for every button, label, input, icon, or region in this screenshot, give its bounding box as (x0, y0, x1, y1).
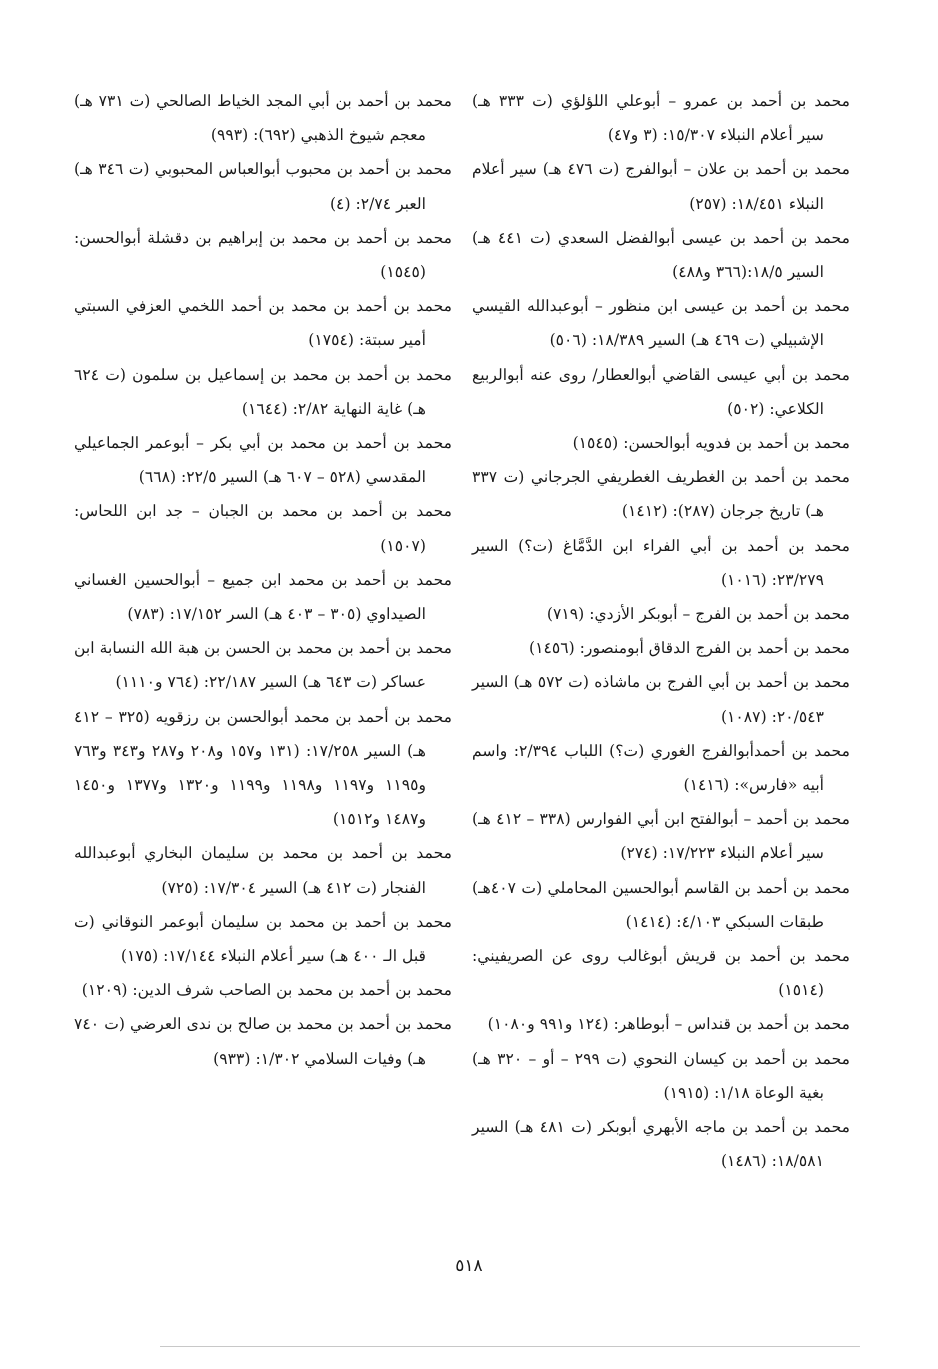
scan-edge-line (160, 1346, 860, 1347)
index-entry: محمد بن أحمد بن محمد بن الجبان – جد ابن اللحاس: (١٥٠٧) (74, 502, 452, 555)
index-entry: محمد بن أحمد بن ماجه الأبهري أبوبكر (ت ٤٨١ هـ) السير ١٨/٥٨١: (١٤٨٦) (472, 1118, 850, 1171)
index-entry: محمد بن أحمد بن الغطريف الغطريفي الجرجاني (ت ٣٣٧ هـ) تاريخ جرجان (٢٨٧): (١٤١٢) (472, 468, 850, 521)
index-entry: محمد بن أحمد بن كيسان النحوي (ت ٢٩٩ – أو – ٣٢٠ هـ) بغية الوعاة ١/١٨: (١٩١٥) (472, 1049, 850, 1102)
index-entry: محمد بن أحمد بن محمد بن إبراهيم بن دقشلة أبوالحسن: (١٥٤٥) (74, 228, 452, 282)
index-entry: محمد بن أحمد بن الفرج الدقاق أبومنصور: (١٤٥٦) (529, 639, 850, 658)
index-entry: محمد بن أحمد بن محمد بن سليمان البخاري أبوعبدالله الفنجار (ت ٤١٢ هـ) السير ١٧/٣٠٤: (٧٢٥) (74, 844, 452, 897)
index-entry: محمد بن أحمد بن محمد بن الصاحب شرف الدين: (١٢٠٩) (81, 981, 452, 1000)
index-entry: محمد بن أحمد بن أبي المجد الخياط الصالحي (ت ٧٣١ هـ) معجم شيوخ الذهبي (٦٩٢): (٩٩٣) (74, 92, 452, 145)
index-entry: محمد بن أحمد بن محمد ابن جميع – أبوالحسين الغساني الصيداوي (٣٠٥ – ٤٠٣ هـ) السر ١٧/١٥٢: (٧٨٣) (74, 570, 452, 624)
index-entry: محمد بن أحمد بن محمد بن أبي بكر – أبوعمر الجماعيلي المقدسي (٥٢٨ – ٦٠٧ هـ) السير ٢٢/٥: (٦٦٨) (74, 434, 452, 487)
index-entry: محمد بن أحمد – أبوالفتح ابن أبي الفوارس (٣٣٨ – ٤١٢ هـ) سير أعلام النبلاء ١٧/٢٢٣: (٢٧٤) (472, 810, 850, 863)
index-entry: محمد بن أحمد بن الفرج – أبوبكر الأزدي: (٧١٩) (546, 605, 850, 624)
left-column (74, 84, 452, 1076)
page-number: ٥١٨ (455, 1256, 483, 1276)
index-entry: محمد بن أحمد بن قريش أبوغالب روى عن الصريفيني: (١٥١٤) (472, 947, 850, 1000)
index-entry: محمد بن أحمد بن محمد بن صالح بن ندى العرضي (ت ٧٤٠ هـ) وفيات السلامي ١/٣٠٢: (٩٣٣) (74, 1015, 452, 1068)
index-entry: محمد بن أحمد بن فدويه أبوالحسن: (١٥٤٥) (572, 434, 850, 453)
index-entry: محمد بن أحمد بن محمد أبوالحسن بن رزقويه (٣٢٥ – ٤١٢ هـ) السير ١٧/٢٥٨: (١٣١ و١٥٧ و٢٠٨ و٢٨٧ و٣٤٣ و٧٦٣ و١١٩٥ و١١٩٧ و١١٩٨ و١١٩٩ و١٣٢٠ و١٣٧٧ و١٤٥٠ و١٤٨٧ و١٥١٢) (74, 707, 452, 829)
index-entry: محمد بن أحمد بن أبي الفراء ابن الدَّمَّاغ (ت؟) السير ٢٣/٢٧٩: (١٠١٦) (472, 536, 850, 589)
index-entry: محمد بن أحمد بن علان – أبوالفرج (ت ٤٧٦ هـ) سير أعلام النبلاء ١٨/٤٥١: (٢٥٧) (472, 160, 851, 213)
index-entry: محمد بن أحمد بن عيسى أبوالفضل السعدي (ت ٤٤١ هـ) السير ١٨/٥:(٣٦٦ و٤٨٨) (472, 228, 850, 282)
index-entry: محمد بن أحمد بن القاسم أبوالحسين المحاملي (ت ٤٠٧هـ) طبقات السبكي ٤/١٠٣: (١٤١٤) (472, 878, 850, 931)
index-entry: محمد بن أحمد بن محمد بن أحمد اللخمي العزفي السبتي أمير سبتة: (١٧٥٤) (74, 297, 452, 350)
index-entry: محمد بن أحمد بن محمد بن سليمان أبوعمر النوقاني (ت قبل الـ ٤٠٠ هـ) سير أعلام النبلاء ١٧/١٤٤: (١٧٥) (74, 912, 452, 966)
index-entry: محمد بن أحمد بن عمرو – أبوعلي اللؤلؤي (ت ٣٣٣ هـ) سير أعلام النبلاء ١٥/٣٠٧: (٣ و٤٧) (472, 92, 850, 145)
right-column (472, 84, 850, 1179)
index-entry: محمد بن أحمد بن عيسى ابن منظور – أبوعبدالله القيسي الإشبيلي (ت ٤٦٩ هـ) السير ١٨/٣٨٩: (٥٠٦) (472, 297, 850, 350)
index-entry: محمد بن أحمد بن محبوب أبوالعباس المحبوبي (ت ٣٤٦ هـ) العبر ٢/٧٤: (٤) (74, 160, 452, 213)
index-entry: محمد بن أبي عيسى القاضي أبوالعطار/ روى عنه أبوالربيع الكلاعي: (٥٠٢) (472, 365, 850, 418)
index-entry: محمد بن أحمد بن قنداس – أبوطاهر: (١٢٤ و٩٩١ و١٠٨٠) (487, 1015, 850, 1034)
index-entry: محمد بن أحمد بن أبي الفرج بن ماشاذه (ت ٥٧٢ هـ) السير ٢٠/٥٤٣: (١٠٨٧) (472, 673, 850, 726)
index-entry: محمد بن أحمدأبوالفرج الغوري (ت؟) اللباب ٢/٣٩٤: واسم أبيه «فارس»: (١٤١٦) (472, 741, 850, 795)
index-entry: محمد بن أحمد بن محمد بن إسماعيل بن سلمون (ت ٦٢٤ هـ) غاية النهاية ٢/٨٢: (١٦٤٤) (74, 365, 452, 418)
index-entry: محمد بن أحمد بن محمد بن الحسن بن هبة الله النسابة ابن عساكر (ت ٦٤٣ هـ) السير ٢٢/١٨٧: (٧٦٤ و١١١٠) (74, 639, 452, 692)
